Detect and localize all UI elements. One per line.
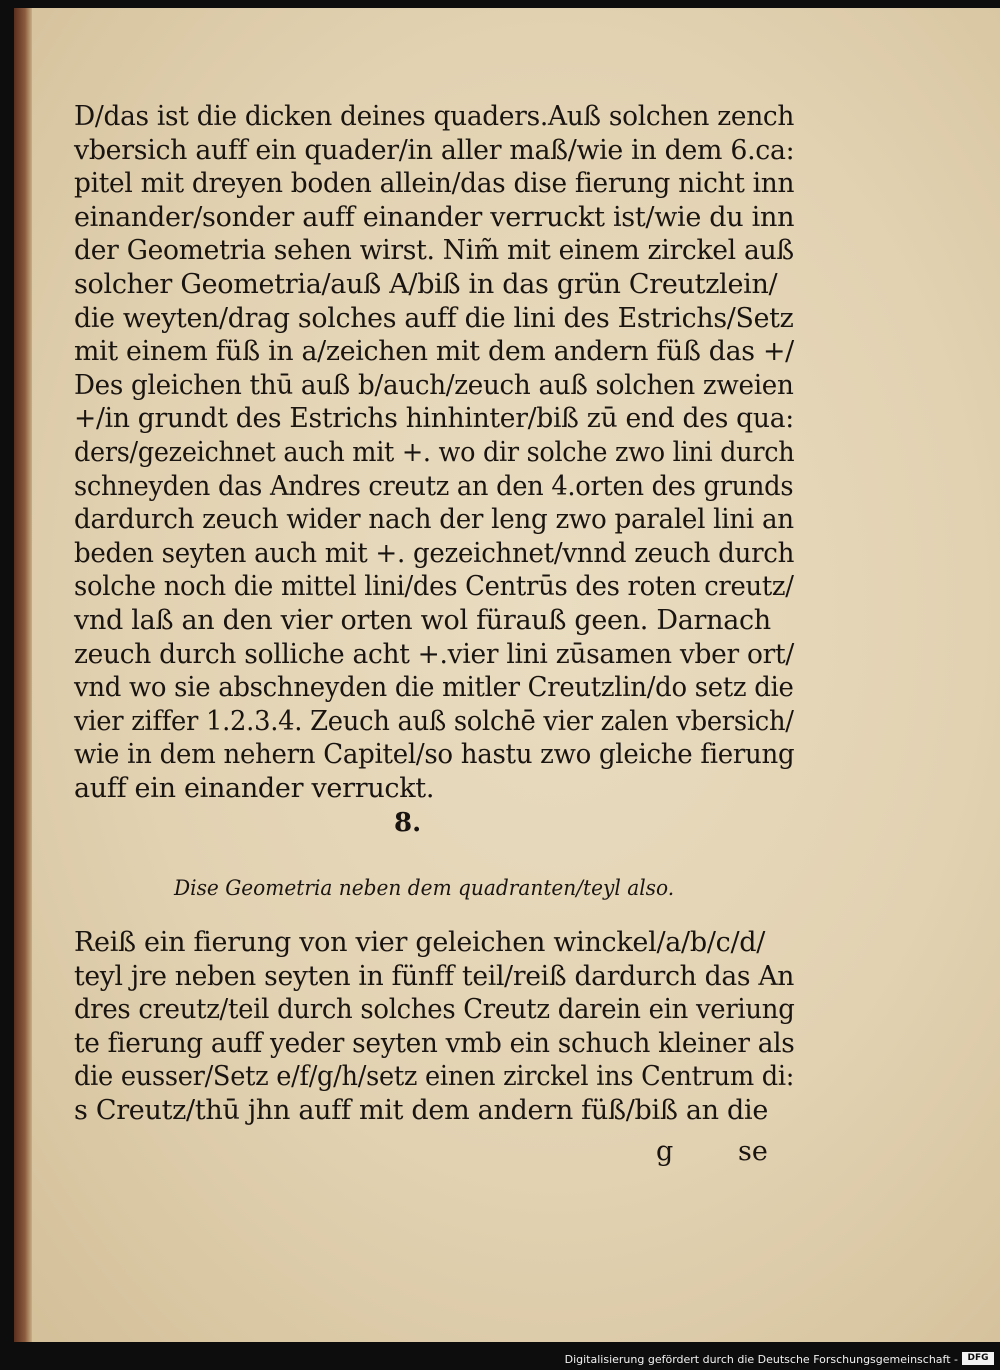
text-line: dardurch zeuch wider nach der leng zwo paralel lini an	[74, 504, 794, 536]
text-line: solcher Geometria/auß A/biß in das grün Creutzlein/	[74, 268, 778, 300]
text-line: D/das ist die dicken deines quaders.Auß solchen zench	[74, 101, 795, 132]
text-line: ders/gezeichnet auch mit +. wo dir solche zwo lini durch	[74, 436, 795, 468]
text-line: schneyden das Andres creutz an den 4.orten des grunds	[74, 470, 794, 502]
book-page	[14, 8, 1000, 1342]
text-line: zeuch durch solliche acht +.vier lini zūsamen vber ort/	[74, 638, 794, 670]
text-line: teyl jre neben seyten in fünff teil/reiß dardurch das An	[74, 960, 795, 992]
text-line: auff ein einander verruckt.	[74, 772, 435, 804]
text-line: einander/sonder auff einander verruckt ist/wie du inn	[74, 201, 795, 233]
text-line: vnd wo sie abschneyden die mitler Creutzlin/do setz die	[74, 672, 794, 704]
book-spine-edge	[14, 8, 32, 1342]
section-number: 8.	[394, 808, 422, 838]
text-line: Reiß ein fierung von vier geleichen winckel/a/b/c/d/	[74, 927, 766, 958]
text-line: die eusser/Setz e/f/g/h/setz einen zirckel ins Centrum di:	[74, 1061, 795, 1093]
text-line: te fierung auff yeder seyten vmb ein schuch kleiner als	[74, 1027, 795, 1059]
funding-credit: Digitalisierung gefördert durch die Deutsche Forschungsgemeinschaft -	[564, 1353, 958, 1366]
text-line: +/in grundt des Estrichs hinhinter/biß zū end des qua:	[74, 403, 794, 435]
text-line: mit einem füß in a/zeichen mit dem andern füß das +/	[74, 336, 794, 368]
text-line: dres creutz/teil durch solches Creutz darein ein veriung	[74, 994, 795, 1026]
catchword: se	[738, 1136, 768, 1167]
text-line: solche noch die mittel lini/des Centrūs des roten creutz/	[74, 571, 794, 603]
text-line: beden seyten auch mit +. gezeichnet/vnnd zeuch durch	[74, 537, 795, 569]
text-line: s Creutz/thū jhn auff mit dem andern füß/biß an die	[74, 1094, 769, 1126]
text-line: wie in dem nehern Capitel/so hastu zwo gleiche fierung	[74, 739, 795, 771]
text-line: der Geometria sehen wirst. Nim̃ mit einem zirckel auß	[74, 235, 794, 267]
text-line: Des gleichen thū auß b/auch/zeuch auß solchen zweien	[74, 369, 794, 401]
text-line: vnd laß an den vier orten wol fürauß geen. Darnach	[74, 604, 771, 636]
text-line: die weyten/drag solches auff die lini des Estrichs/Setz	[74, 302, 794, 334]
footer-bar	[0, 1348, 1000, 1370]
text-line: pitel mit dreyen boden allein/das dise fierung nicht inn	[74, 168, 795, 200]
text-line: vbersich auff ein quader/in aller maß/wie in dem 6.ca:	[74, 134, 795, 166]
section-heading: Dise Geometria neben dem quadranten/teyl also.	[174, 876, 675, 900]
body-text	[74, 100, 794, 805]
catchword-signature: g	[656, 1136, 674, 1167]
section-body-text	[74, 926, 794, 1128]
text-line: vier ziffer 1.2.3.4. Zeuch auß solchē vier zalen vbersich/	[74, 705, 794, 737]
dfg-logo: DFG	[962, 1352, 994, 1365]
